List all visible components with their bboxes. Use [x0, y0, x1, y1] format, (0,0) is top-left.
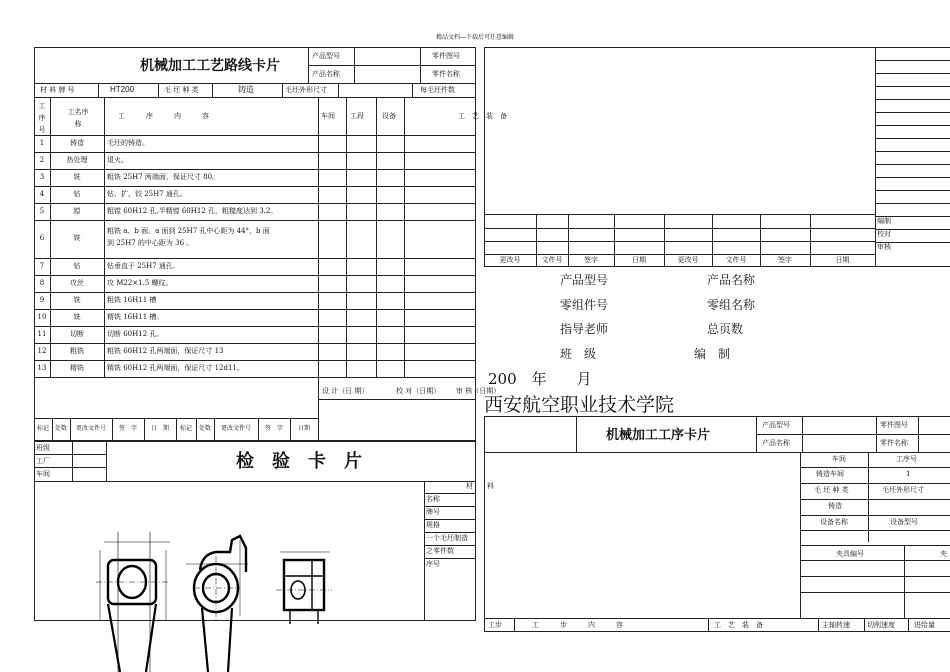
route-row-no: 11 — [37, 329, 47, 338]
route-card — [34, 47, 476, 441]
op-feed-col: 进给量 — [914, 621, 935, 629]
part-name-label: 零件名称 — [432, 70, 460, 78]
inspection-field: 之零件数 — [426, 547, 454, 555]
route-row-no: 1 — [39, 138, 45, 147]
route-footer-cell: 签 字 — [118, 425, 137, 432]
route-row-name: 切断 — [70, 329, 84, 338]
route-row-name: 铣 — [73, 312, 81, 321]
op-workshop-label: 车间 — [832, 455, 846, 463]
inspection-field: 牌号 — [426, 508, 440, 516]
op-blank-type-value: 铸造 — [828, 502, 842, 510]
route-footer-cell: 处数 — [198, 425, 211, 432]
route-row-content: 精铣 60H12 孔两端面，保证尺寸 12d11。 — [107, 363, 244, 372]
proof-label: 校对 — [877, 230, 891, 238]
op-part-drawing: 零件图号 — [880, 421, 908, 429]
route-row-name: 精铣 — [70, 363, 84, 372]
inspection-title: 检 验 卡 片 — [236, 451, 362, 472]
cover-label-left: 零组件号 — [560, 297, 609, 312]
top-note: 精品文档---下载后可任意编辑 — [435, 34, 515, 41]
inspection-workshop-label: 车间 — [36, 470, 50, 478]
op-step-col: 工步 — [488, 621, 502, 629]
blank-size-label: 毛坯外形尺寸 — [285, 86, 327, 94]
cover-label-right: 编 制 — [694, 346, 731, 361]
design-date: 设 计（日 期） — [322, 387, 369, 395]
route-row-no: 5 — [39, 206, 45, 215]
product-name-label: 产品名称 — [312, 70, 340, 78]
inspection-factory-label: 工厂 — [36, 457, 50, 465]
upper-right-footer-cell: 文件号 — [725, 256, 747, 264]
col-workshop: 车间 — [321, 112, 335, 120]
review-date: 审 核（日期） — [456, 387, 501, 395]
product-model-label: 产品型号 — [312, 52, 340, 60]
route-card-title: 机械加工工艺路线卡片 — [140, 57, 280, 73]
op-content-col: 工 步 内 容 — [532, 621, 623, 629]
op-no-label: 工序号 — [896, 455, 917, 463]
route-row-name: 钻 — [73, 189, 81, 198]
route-row-name: 攻丝 — [70, 278, 84, 287]
route-row-content: 攻 M22×1.5 螺纹。 — [107, 278, 173, 287]
route-row-content: 粗铣 a、b 面。a 面到 25H7 孔中心距为 44°，b 面 — [107, 227, 270, 235]
cover-label-right: 总页数 — [707, 322, 744, 336]
route-row-name: 铣 — [73, 295, 81, 304]
inspection-class-label: 班级 — [36, 444, 50, 452]
part-drawing-label: 零件图号 — [432, 52, 460, 60]
operation-card — [484, 416, 950, 632]
route-row-no: 10 — [37, 312, 47, 321]
route-row-no: 4 — [39, 189, 45, 198]
material-label: 材 料 牌 号 — [40, 86, 75, 94]
col-content: 工 序 内 容 — [118, 112, 209, 120]
route-row-content: 粗铣 16H11 槽 — [107, 295, 157, 304]
route-footer-cell: 签 字 — [264, 425, 283, 432]
route-footer-cell: 处数 — [54, 425, 67, 432]
route-row-no: 8 — [39, 278, 45, 287]
route-row-no: 12 — [37, 346, 47, 355]
review-label: 审核 — [877, 243, 891, 251]
col-tooling: 工 艺 装 备 — [458, 112, 507, 120]
route-footer-cell: 更改文件号 — [75, 425, 106, 432]
op-equip-name-label: 设备名称 — [820, 518, 848, 526]
upper-right-footer-cell: 更改号 — [499, 256, 521, 264]
col-equipment: 设备 — [382, 112, 396, 120]
route-row-name: 热处理 — [66, 155, 88, 164]
op-speed-col: 切削速度 — [867, 621, 895, 629]
route-footer-cell: 日期 — [297, 425, 310, 432]
inspection-field: 序号 — [426, 560, 440, 568]
edit-label: 编制 — [877, 217, 891, 225]
upper-right-footer-cell: 签字 — [584, 256, 598, 264]
upper-right-footer-cell: 文件号 — [541, 256, 563, 264]
route-row-content: 精铣 16H11 槽。 — [107, 312, 164, 321]
route-row-no: 2 — [39, 155, 45, 164]
route-row-content: 钻垂直于 25H7 通孔. — [107, 261, 176, 270]
per-blank-label: 每毛坯件数 — [420, 86, 455, 94]
route-footer-cell: 更改文件号 — [220, 425, 251, 432]
op-spindle-col: 主轴转速 — [822, 621, 850, 629]
operation-card-title: 机械加工工序卡片 — [606, 427, 711, 442]
route-row-content: 钻、扩、铰 25H7 通孔。 — [107, 189, 187, 198]
route-row-no: 7 — [39, 261, 45, 270]
op-part-name: 零件名称 — [880, 439, 908, 447]
op-product-model: 产品型号 — [762, 421, 790, 429]
route-row-name: 铣 — [73, 234, 81, 242]
op-fixture-short: 夹 — [940, 550, 947, 558]
route-footer-cell: 日 期 — [150, 425, 169, 432]
op-blank-type-label: 毛 坯 种 类 — [814, 486, 849, 494]
school-name: 西安航空职业技术学院 — [484, 394, 675, 416]
route-row-no: 6 — [39, 234, 45, 242]
op-blank-size-label: 毛坯外形尺寸 — [882, 486, 924, 494]
route-row-no: 9 — [39, 295, 45, 304]
material-value: HT200 — [110, 85, 135, 94]
upper-right-footer-cell: 日期 — [835, 256, 850, 264]
upper-right-footer-cell: 日期 — [632, 256, 646, 264]
route-footer-cell: 标记 — [36, 425, 49, 432]
route-row-content: 粗镗 60H12 孔,半精镗 60H12 孔，粗糙度达到 3.2。 — [107, 206, 278, 215]
proof-date: 校 对（日期） — [396, 387, 441, 395]
route-row-no: 13 — [37, 363, 47, 372]
upper-right-footer-cell: 签字 — [778, 256, 792, 264]
cover-label-right: 零组名称 — [707, 297, 756, 312]
inspection-material-label: 材 料 — [466, 482, 494, 490]
op-equip-model-label: 设备型号 — [890, 518, 918, 526]
op-fixture-no-label: 夹具编号 — [836, 550, 864, 558]
op-no-value: 1 — [906, 470, 911, 478]
inspection-field: 规格 — [426, 521, 440, 529]
route-row-name: 粗铣 — [70, 346, 84, 355]
inspection-field: 一个毛坯制造 — [426, 534, 468, 542]
route-footer-cell: 标记 — [179, 425, 192, 432]
upper-right-footer-cell: 更改号 — [677, 256, 699, 264]
col-step-no: 工序号 — [38, 102, 46, 134]
route-row-name: 镗 — [73, 206, 81, 215]
cover-label-right: 产品名称 — [707, 273, 756, 287]
col-step-name: 工名序称 — [67, 108, 89, 128]
part-drawing — [90, 520, 340, 672]
route-row-content: 毛坯的铸造。 — [107, 138, 149, 147]
op-product-name: 产品名称 — [762, 439, 790, 447]
blank-type-label: 毛 坯 种 类 — [164, 86, 199, 94]
cover-label-left: 班 级 — [560, 346, 597, 361]
cover-label-left: 指导老师 — [560, 322, 609, 336]
route-row-content: 粗铣 60H12 孔两端面，保证尺寸 13 — [107, 346, 224, 355]
blank-type-value: 铸造 — [238, 85, 254, 94]
route-row-name: 铸造 — [70, 138, 84, 147]
route-row-no: 3 — [39, 172, 45, 181]
cover-label-left: 产品型号 — [560, 273, 609, 287]
col-section: 工段 — [350, 112, 364, 120]
route-row-content: 粗铣 25H7 两端面，保证尺寸 80。 — [107, 172, 220, 181]
op-tooling-col: 工 艺 装 备 — [714, 621, 763, 629]
route-row-content: 退火。 — [107, 155, 128, 164]
route-row-content: 切断 60H12 孔。 — [107, 329, 164, 338]
route-row-name: 铣 — [73, 172, 81, 181]
date-line: 200 年 月 — [488, 370, 592, 388]
inspection-field: 名称 — [426, 495, 440, 503]
route-row-name: 钻 — [73, 261, 81, 270]
op-workshop-value: 铸造车间 — [816, 470, 844, 478]
route-row-content-2: 到 25H7 的中心距为 36 。 — [107, 239, 194, 247]
